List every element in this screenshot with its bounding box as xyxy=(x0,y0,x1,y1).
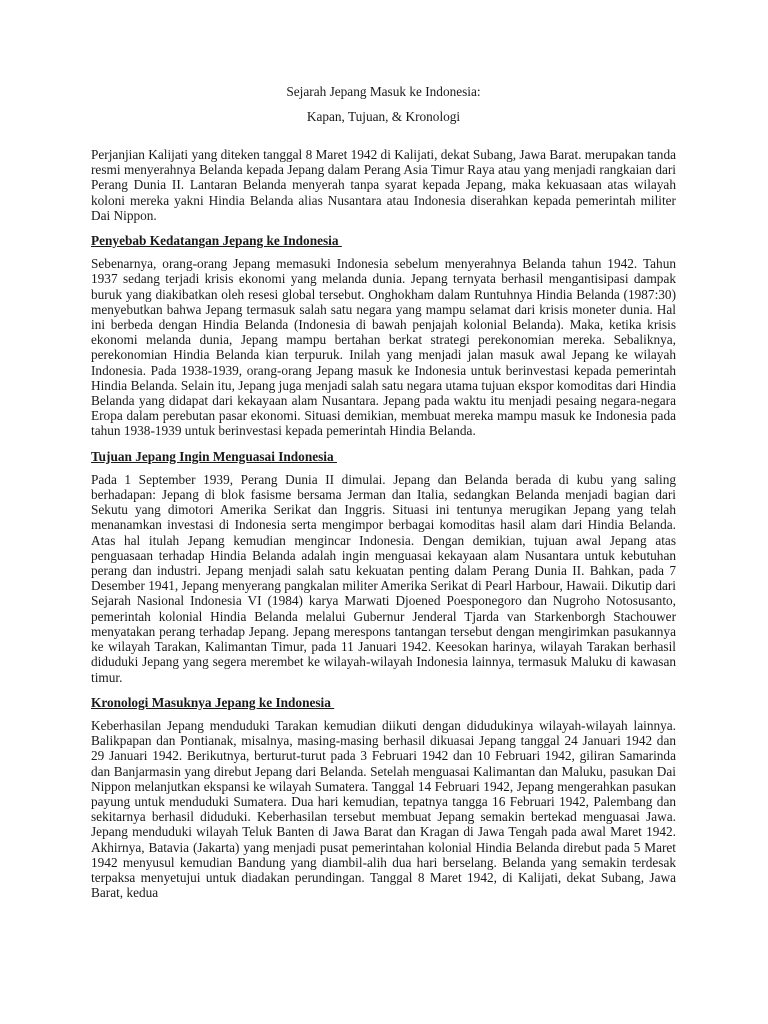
section-heading-kronologi: Kronologi Masuknya Jepang ke Indonesia xyxy=(91,694,335,710)
section-heading-penyebab: Penyebab Kedatangan Jepang ke Indonesia xyxy=(91,233,342,249)
document-subtitle: Kapan, Tujuan, & Kronologi xyxy=(306,109,461,124)
intro-paragraph: Perjanjian Kalijati yang diteken tanggal 8 Maret 1942 di Kalijati, dekat Subang, Jawa Barat. merupakan tanda resmi menyerahnya Belanda kepada Jepang dalam Perang Asia Timur Raya atau yang menjadi rangkaian dari Perang Dunia II. Lantaran Belanda menyerah tanpa syarat kepada Jepang, maka kekuasaan atas wilayah koloni mereka yakni Hindia Belanda alias Nusantara atau Indonesia diserahkan kepada pemerintah militer Dai Nippon. xyxy=(91,147,676,223)
section-heading-tujuan: Tujuan Jepang Ingin Menguasai Indonesia xyxy=(91,448,337,464)
section-paragraph-penyebab: Sebenarnya, orang-orang Jepang memasuki Indonesia sebelum menyerahnya Belanda tahun 1942. Tahun 1937 sedang terjadi krisis ekonomi yang melanda dunia. Jepang ternyata berhasil mengantisipasi dampak buruk yang diakibatkan oleh resesi global tersebut. Onghokham dalam Runtuhnya Hindia Belanda (1987:30) menyebutkan bahwa Jepang termasuk salah satu negara yang mampu selamat dari krisis moneter dunia. Hal ini berbeda dengan Hindia Belanda (Indonesia di bawah penjajah kolonial Belanda). Maka, ketika krisis ekonomi melanda dunia, Jepang mampu bertahan berkat strategi perekonomian mereka. Sebaliknya, perekonomian Hindia Belanda kian terpuruk. Inilah yang menjadi jalan masuk awal Jepang ke wilayah Indonesia. Pada 1938-1939, orang-orang Jepang masuk ke Indonesia untuk berinvestasi kepada pemerintah Hindia Belanda. Selain itu, Jepang juga menjadi salah satu negara utama tujuan ekspor komoditas dari Hindia Belanda yang didapat dari kekayaan alam Nusantara. Jepang pada waktu itu menjadi pesaing negara-negara Eropa dalam perebutan pasar ekonomi. Situasi demikian, membuat mereka mampu masuk ke Indonesia pada tahun 1938-1939 untuk berinvestasi kepada pemerintah Hindia Belanda. xyxy=(91,256,676,439)
document-title: Sejarah Jepang Masuk ke Indonesia: xyxy=(286,84,481,99)
section-paragraph-kronologi: Keberhasilan Jepang menduduki Tarakan kemudian diikuti dengan didudukinya wilayah-wilayah lainnya. Balikpapan dan Pontianak, misalnya, masing-masing berhasil dikuasai Jepang tanggal 24 Januari 1942 dan 29 Januari 1942. Berikutnya, berturut-turut pada 3 Februari 1942 dan 10 Februari 1942, giliran Samarinda dan Banjarmasin yang direbut Jepang dari Belanda. Setelah menguasai Kalimantan dan Maluku, pasukan Dai Nippon melanjutkan ekspansi ke wilayah Sumatera. Tanggal 14 Februari 1942, Jepang mengerahkan pasukan payung untuk menduduki Sumatera. Dua hari kemudian, tepatnya tangga 16 Februari 1942, Palembang dan sekitarnya berhasil diduduki. Keberhasilan tersebut membuat Jepang semakin bertekad menguasai Jawa. Jepang menduduki wilayah Teluk Banten di Jawa Barat dan Kragan di Jawa Tengah pada awal Maret 1942. Akhirnya, Batavia (Jakarta) yang menjadi pusat pemerintahan kolonial Hindia Belanda direbut pada 5 Maret 1942 menyusul kemudian Bandung yang diambil-alih dua hari berselang. Belanda yang semakin terdesak terpaksa menyetujui untuk diadakan perundingan. Tanggal 8 Maret 1942, di Kalijati, dekat Subang, Jawa Barat, kedua xyxy=(91,717,676,901)
section-paragraph-tujuan: Pada 1 September 1939, Perang Dunia II dimulai. Jepang dan Belanda berada di kubu yang saling berhadapan: Jepang di blok fasisme bersama Jerman dan Italia, sedangkan Belanda menjadi bagian dari Sekutu yang dimotori Amerika Serikat dan Inggris. Situasi ini tentunya merugikan Jepang yang telah menanamkan investasi di Indonesia serta mengimpor berbagai komoditas hasil alam dari Hindia Belanda. Atas hal itulah Jepang kemudian mengincar Indonesia. Dengan demikian, tujuan awal Jepang atas penguasaan terhadap Hindia Belanda adalah ingin menguasai kekayaan alam Nusantara untuk kebutuhan perang dan industri. Jepang menjadi salah satu kekuatan penting dalam Perang Dunia II. Bahkan, pada 7 Desember 1941, Jepang menyerang pangkalan militer Amerika Serikat di Pearl Harbour, Hawaii. Dikutip dari Sejarah Nasional Indonesia VI (1984) karya Marwati Djoened Poesponegoro dan Nugroho Notosusanto, pemerintah kolonial Hindia Belanda melalui Gubernur Jenderal Tjarda van Starkenborgh Stachouwer menyatakan perang terhadap Jepang. Jepang merespons tantangan tersebut dengan mengirimkan pasukannya ke wilayah Tarakan, Kalimantan Timur, pada 11 Januari 1942. Keesokan harinya, wilayah Tarakan berhasil diduduki Jepang yang segera merembet ke wilayah-wilayah Indonesia lainnya, termasuk Maluku di kawasan timur. xyxy=(91,471,676,685)
document-page xyxy=(91,84,676,900)
